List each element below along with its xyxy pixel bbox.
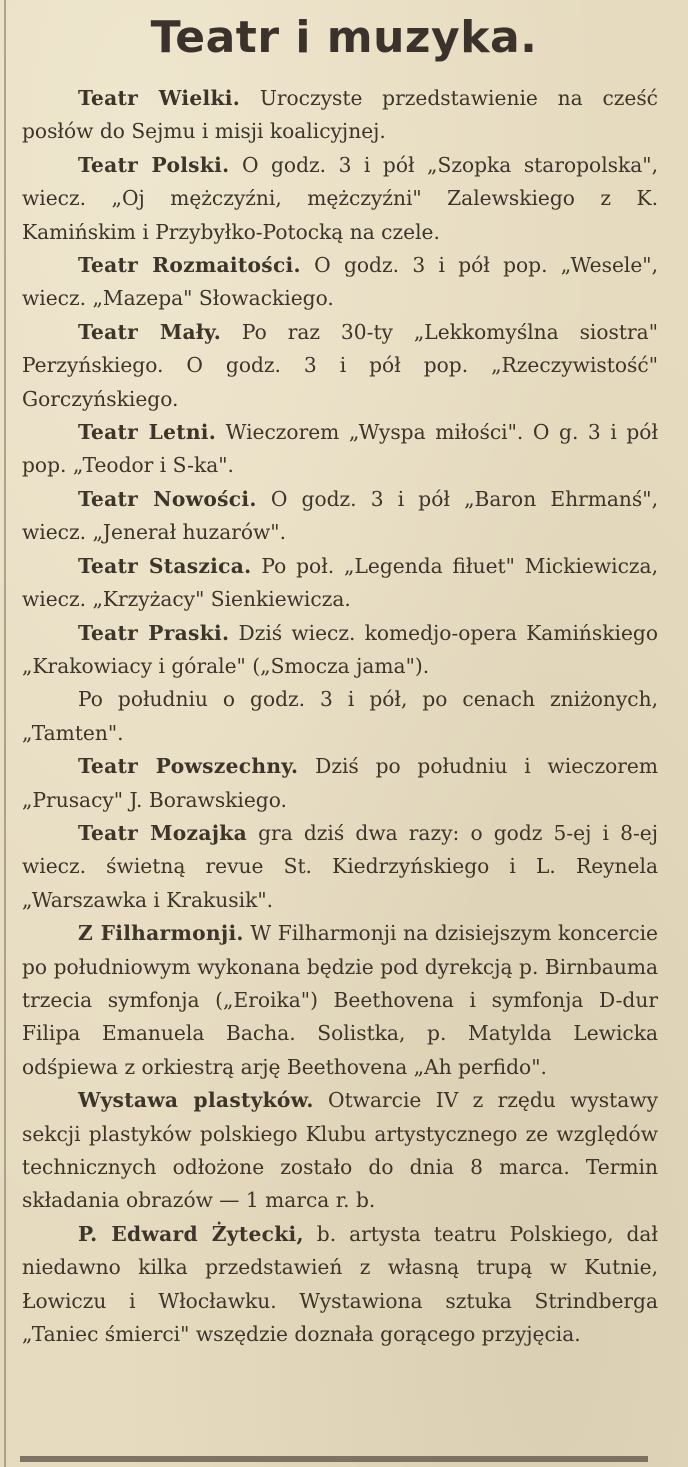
paragraph-teatr-mozajka <box>22 817 658 917</box>
paragraph-filharmonia <box>22 917 658 1084</box>
paragraph-wystawa-plastykow <box>22 1084 658 1218</box>
paragraph-teatr-praski-afternoon <box>22 683 658 750</box>
paragraph-teatr-polski <box>22 149 658 249</box>
paragraph-text: Po południu o godz. 3 i pół, po cenach zniżonych, „Tamten". <box>22 687 658 745</box>
paragraph-lead: Teatr Rozmaitości. <box>78 253 301 278</box>
paragraph-lead: Z Filharmonji. <box>78 921 244 946</box>
paragraph-lead: Teatr Staszica. <box>78 553 252 578</box>
paragraph-lead: Teatr Nowości. <box>78 486 257 511</box>
paragraph-teatr-wielki <box>22 82 658 149</box>
paragraph-text: b. artysta teatru Polskiego, dał niedawno kilka przedstawień z własną trupą w Kutnie, Łowiczu i Włocławku. Wystawiona sztuka Strindberga „Taniec śmierci" wszędzie doznała gorącego przyjęcia. <box>22 1221 658 1347</box>
paragraph-lead: Teatr Mozajka <box>78 820 247 845</box>
section-heading: Teatr i muzyka. <box>150 12 538 63</box>
paragraph-lead: Teatr Praski. <box>78 620 230 645</box>
bottom-rule <box>20 1456 648 1462</box>
paragraph-text: gra dziś dwa razy: o godz 5-ej i 8-ej wiecz. świetną revue St. Kiedrzyńskiego i L. Reynela „Warszawka i Krakusik". <box>22 820 659 912</box>
paragraph-teatr-powszechny <box>22 750 658 817</box>
paragraph-lead: Teatr Powszechny. <box>78 754 299 779</box>
paragraph-text: W Filharmonji na dzisiejszym koncercie po południowym wykonana będzie pod dyrekcją p. Birnbauma trzecia symfonja („Eroika") Beethovena i symfonja D-dur Filipa Emanuela Bacha. Solistka, p. Matylda Lewicka odśpiewa z orkiestrą arję Beethovena „Ah perfido". <box>22 921 658 1079</box>
paragraph-lead: Teatr Polski. <box>78 152 230 177</box>
paragraph-lead: Teatr Mały. <box>78 319 222 344</box>
paragraph-teatr-rozmaitosci <box>22 249 658 316</box>
paragraph-lead: Teatr Wielki. <box>78 86 241 110</box>
paragraph-lead: Wystawa plastyków. <box>78 1088 314 1113</box>
paragraph-teatr-praski <box>22 617 658 684</box>
paragraph-teatr-nowosci <box>22 483 658 550</box>
paragraph-text: Dziś wiecz. komedjo-opera Kamińskiego „Krakowiacy i górale" („Smocza jama"). <box>22 620 658 678</box>
paragraph-text: Po poł. „Legenda fiłuet" Mickiewicza, wiecz. „Krzyżacy" Sienkiewicza. <box>22 553 658 612</box>
paragraph-text: Otwarcie IV z rzędu wystawy sekcji plastyków polskiego Klubu artystycznego ze względów technicznych odłożone zostało do dnia 8 marca. Termin składania obrazów — 1 marca r. b. <box>22 1088 658 1213</box>
paragraph-teatr-maly <box>22 316 658 416</box>
paragraph-text: Uroczyste przedstawienie na cześć posłów do Sejmu i misji koalicyjnej. <box>22 86 658 144</box>
paragraph-text: Wieczorem „Wyspa miłości". O g. 3 i pół pop. „Teodor i S-ka". <box>22 420 658 478</box>
paragraph-text: Po raz 30-ty „Lekkomyślna siostra" Perzyńskiego. O godz. 3 i pół pop. „Rzeczywistość" Gorczyńskiego. <box>22 319 658 411</box>
paragraph-text: O godz. 3 i pół „Baron Ehrmanś", wiecz. „Jenerał huzarów". <box>22 486 658 545</box>
article-column <box>22 82 658 1351</box>
paragraph-text: O godz. 3 i pół pop. „Wesele", wiecz. „Mazepa" Słowackiego. <box>22 253 659 311</box>
paragraph-teatr-letni <box>22 416 658 483</box>
paragraph-teatr-staszica <box>22 550 658 617</box>
paragraph-lead: P. Edward Żytecki, <box>78 1221 304 1246</box>
paragraph-text: O godz. 3 i pół „Szopka staropolska", wiecz. „Oj mężczyźni, mężczyźni" Zalewskiego z K. Kamińskim i Przybyłko-Potocką na czele. <box>22 152 658 244</box>
paragraph-lead: Teatr Letni. <box>78 420 217 445</box>
paragraph-zytecki <box>22 1218 658 1352</box>
column-rule <box>4 0 6 1467</box>
paragraph-text: Dziś po południu i wieczorem „Prusacy" J. Borawskiego. <box>22 754 658 812</box>
